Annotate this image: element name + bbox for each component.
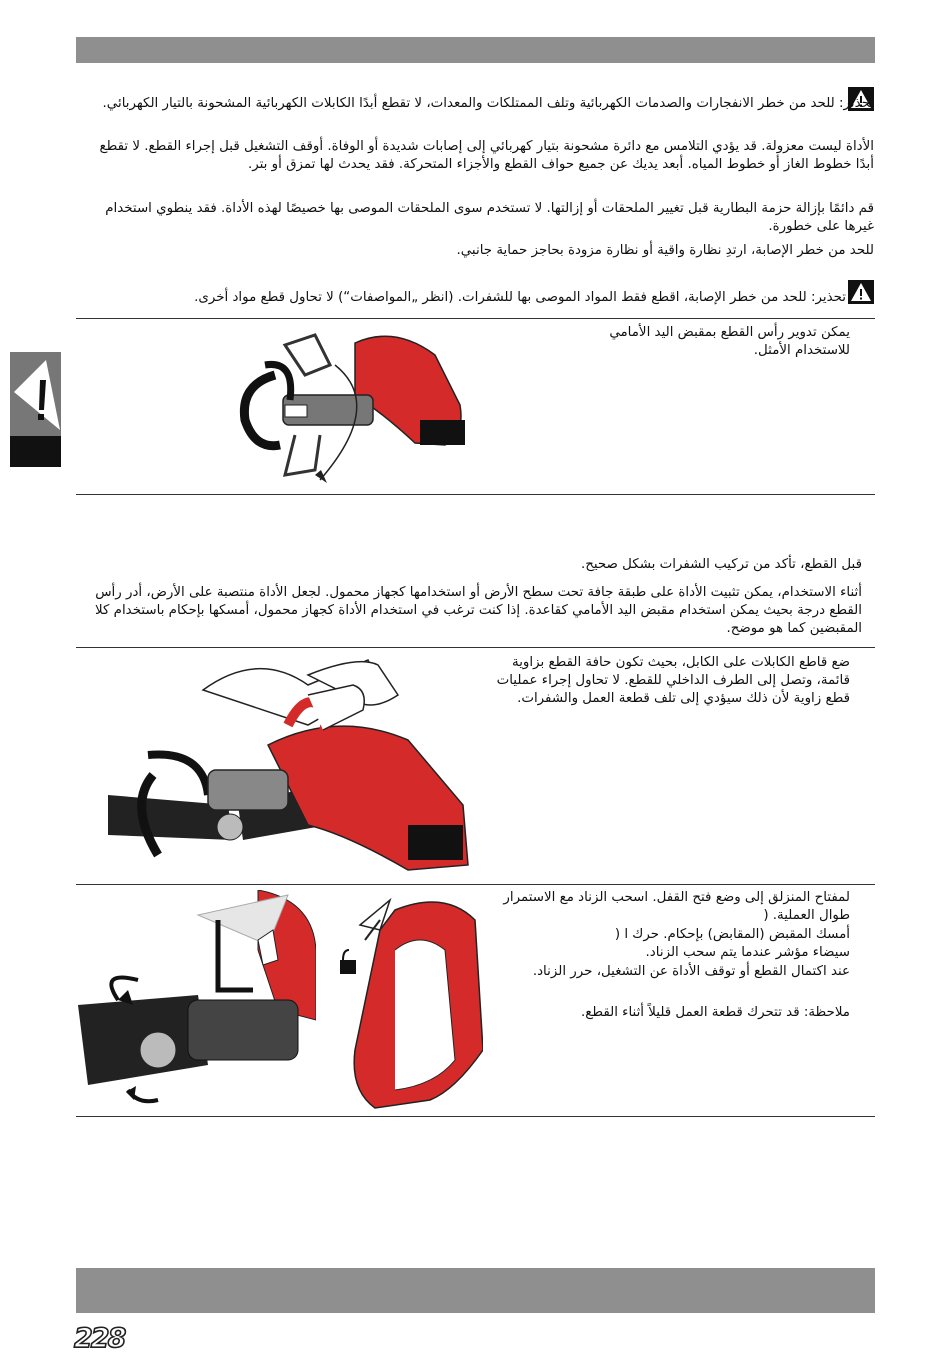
- divider: [76, 494, 875, 495]
- cutting-cable-illustration: [108, 655, 480, 877]
- rotate-head-text: يمكن تدوير رأس القطع بمقبض اليد الأمامي للاستخدام الأمثل.: [609, 325, 850, 358]
- warning-electrical-text: تحذير: للحد من خطر الانفجارات والصدمات الكهربائية وتلف الممتلكات والمعدات، لا تقطع أبدًا الكابلات الكهربائية المشحونة بالتيار الكهربائي.: [102, 96, 874, 111]
- cable-placement-text: ضع قاطع الكابلات على الكابل، بحيث تكون حافة القطع بزاوية قائمة، وتصل إلى الطرف الداخلي للقطع. لا تحاول إجراء عمليات قطع زاوية لأن ذلك سيؤدي إلى تلف قطعة العمل والشفرات.: [496, 655, 850, 706]
- trigger-illustration: [78, 890, 316, 1112]
- unlock-icon: [340, 960, 356, 974]
- safety-glasses-text: للحد من خطر الإصابة، ارتدِ نظارة واقية أو نظارة مزودة بحاجز حماية جانبي.: [456, 243, 874, 258]
- battery-removal-text: قم دائمًا بإزالة حزمة البطارية قبل تغيير الملحقات أو إزالتها. لا تستخدم سوى الملحقات الموصى بها خصيصًا لهذه الأداة. فقد ينطوي استخدام غيرها على خطورة.: [105, 201, 874, 234]
- warning-side-tab: [10, 352, 61, 467]
- rotating-head-illustration: [235, 325, 475, 490]
- release-trigger-text: عند اكتمال القطع أو توقف الأداة عن التشغيل، حرر الزناد.: [532, 964, 850, 979]
- exclamation-icon: [10, 352, 61, 436]
- grip-handle-text: أمسك المقبض (المقابض) بإحكام. حرك ا (: [614, 927, 850, 942]
- warning-triangle-icon: [848, 280, 874, 304]
- not-insulated-text: الأداة ليست معزولة. قد يؤدي التلامس مع دائرة مشحونة بتيار كهربائي إلى إصابات شديدة أو الوفاة. أوقف التشغيل قبل إجراء القطع. لا تقطع أبدًا خطوط الغاز أو خطوط المياه. أبعد يديك عن جميع حواف القطع والأجزاء المتحركة. فقد يحدث لها تمزق أو بتر.: [99, 139, 874, 172]
- divider: [76, 1116, 875, 1117]
- indicator-text: سيضاء مؤشر عندما يتم سحب الزناد.: [645, 945, 850, 960]
- workpiece-note-text: ملاحظة: قد تتحرك قطعة العمل قليلاً أثناء القطع.: [580, 1005, 850, 1020]
- divider: [76, 318, 875, 319]
- blade-check-text: قبل القطع، تأكد من تركيب الشفرات بشكل صحيح.: [580, 557, 862, 572]
- warning-materials-text: تحذير: للحد من خطر الإصابة، اقطع فقط المواد الموصى بها للشفرات. (انظر „المواصفات“) لا تحاول قطع مواد أخرى.: [194, 290, 846, 305]
- footer-bar: [76, 1268, 875, 1313]
- divider: [76, 647, 875, 648]
- lock-switch-illustration: [335, 890, 483, 1112]
- usage-positions-text: أثناء الاستخدام، يمكن تثبيت الأداة على طبقة جافة تحت سطح الأرض أو استخدامها كجهاز محمول. لجعل الأداة منتصبة على الأرض، أدر رأس القطع درجة بحيث يمكن استخدام مقبض اليد الأمامي كقاعدة. إذا كنت ترغب في استخدام الأداة كجهاز محمول، أمسكها بإحكام باستخدام كلا المقبضين كما هو موضح.: [95, 585, 862, 636]
- unlock-switch-text: لمفتاح المنزلق إلى وضع فتح القفل. اسحب الزناد مع الاستمرار طوال العملية. (: [503, 890, 850, 923]
- divider: [76, 884, 875, 885]
- page-number: 228: [74, 1323, 125, 1354]
- header-bar: [76, 37, 875, 63]
